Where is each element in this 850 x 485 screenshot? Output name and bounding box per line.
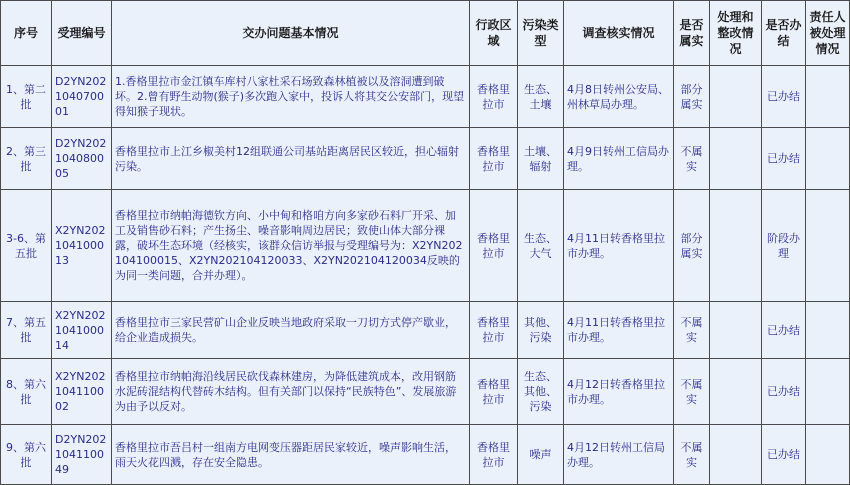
cell-seq: 7、第五批 [1,302,52,359]
cell-accountability [806,190,850,302]
cell-closed: 已办结 [762,66,806,128]
cell-investigation: 4月11日转香格里拉市办理。 [564,302,674,359]
cell-desc: 香格里拉市纳帕海德钦方向、小中甸和格咱方向多家砂石料厂开采、加工及销售砂石料；产生扬尘、噪音影响周边居民；致使山体大部分裸露，破坏生态环境（经核实，该群众信访举报与受理编号为：X2YN202104100015、X2YN202104120033、X2YN202104120034反映的为同一类问题，合并办理）。 [112,190,470,302]
cell-investigation: 4月9日转州工信局办理。 [564,128,674,190]
cell-investigation: 4月12日转香格里拉市办理。 [564,359,674,425]
header-row [1,1,850,66]
cell-desc: 1.香格里拉市金江镇车库村八家杜采石场致森林植被以及溶洞遭到破坏。2.曾有野生动物(猴子)多次跑入家中，投诉人将其交公安部门，现望得知猴子现状。 [112,66,470,128]
cell-closed: 已办结 [762,425,806,485]
cell-code: X2YN202104100013 [52,190,112,302]
cell-seq: 8、第六批 [1,359,52,425]
cell-investigation: 4月11日转香格里拉市办理。 [564,190,674,302]
cell-code: X2YN202104100014 [52,302,112,359]
cell-handling [710,425,762,485]
header-accountability: 责任人被处理情况 [806,1,850,66]
cell-pollution: 生态、其他、污染 [518,359,564,425]
header-verified: 是否属实 [674,1,710,66]
cell-code: D2YN202104110049 [52,425,112,485]
header-handling: 处理和整改情况 [710,1,762,66]
table-row [1,190,850,302]
cell-accountability [806,425,850,485]
cell-desc: 香格里拉市吾吕村一组南方电网变压器距居民家较近，噪声影响生活，雨天火花四溅，存在安全隐患。 [112,425,470,485]
cell-code: X2YN202104110002 [52,359,112,425]
cell-verified: 不属实 [674,425,710,485]
cell-pollution: 生态、大气 [518,190,564,302]
cell-accountability [806,359,850,425]
cell-region: 香格里拉市 [470,302,518,359]
header-investigation: 调查核实情况 [564,1,674,66]
cell-pollution: 生态、土壤 [518,66,564,128]
cell-closed: 已办结 [762,302,806,359]
cell-accountability [806,128,850,190]
cell-accountability [806,66,850,128]
cell-closed: 阶段办理 [762,190,806,302]
cell-seq: 3-6、第五批 [1,190,52,302]
header-desc: 交办问题基本情况 [112,1,470,66]
cell-handling [710,66,762,128]
cell-region: 香格里拉市 [470,128,518,190]
cell-seq: 2、第三批 [1,128,52,190]
cell-accountability [806,302,850,359]
cell-seq: 1、第二批 [1,66,52,128]
table-row [1,128,850,190]
cell-handling [710,359,762,425]
cell-handling [710,128,762,190]
header-closed: 是否办结 [762,1,806,66]
cell-closed: 已办结 [762,359,806,425]
header-seq: 序号 [1,1,52,66]
table-row [1,359,850,425]
cell-investigation: 4月12日转州工信局办理。 [564,425,674,485]
cell-code: D2YN202104080005 [52,128,112,190]
cell-region: 香格里拉市 [470,359,518,425]
cell-region: 香格里拉市 [470,66,518,128]
table-row [1,66,850,128]
cell-verified: 部分属实 [674,66,710,128]
cell-pollution: 噪声 [518,425,564,485]
cell-verified: 部分属实 [674,190,710,302]
cell-handling [710,302,762,359]
cell-desc: 香格里拉市纳帕海沿线居民砍伐森林建房，为降低建筑成本，改用钢筋水泥砖混结构代替砖木结构。但有关部门以保持“民族特色”、发展旅游为由予以反对。 [112,359,470,425]
cell-region: 香格里拉市 [470,425,518,485]
cell-investigation: 4月8日转州公安局、州林草局办理。 [564,66,674,128]
cell-code: D2YN202104070001 [52,66,112,128]
cell-desc: 香格里拉市三家民营矿山企业反映当地政府采取一刀切方式停产歇业，给企业造成损失。 [112,302,470,359]
cell-pollution: 土壤、辐射 [518,128,564,190]
cell-region: 香格里拉市 [470,190,518,302]
header-code: 受理编号 [52,1,112,66]
cell-closed: 已办结 [762,128,806,190]
cell-handling [710,190,762,302]
cell-verified: 不属实 [674,128,710,190]
cell-pollution: 其他、污染 [518,302,564,359]
header-pollution: 污染类型 [518,1,564,66]
cell-desc: 香格里拉市上江乡椒美村12组联通公司基站距离居民区较近，担心辐射污染。 [112,128,470,190]
cell-verified: 不属实 [674,359,710,425]
table-row [1,425,850,485]
cell-seq: 9、第六批 [1,425,52,485]
header-region: 行政区域 [470,1,518,66]
cell-verified: 不属实 [674,302,710,359]
table-row [1,302,850,359]
